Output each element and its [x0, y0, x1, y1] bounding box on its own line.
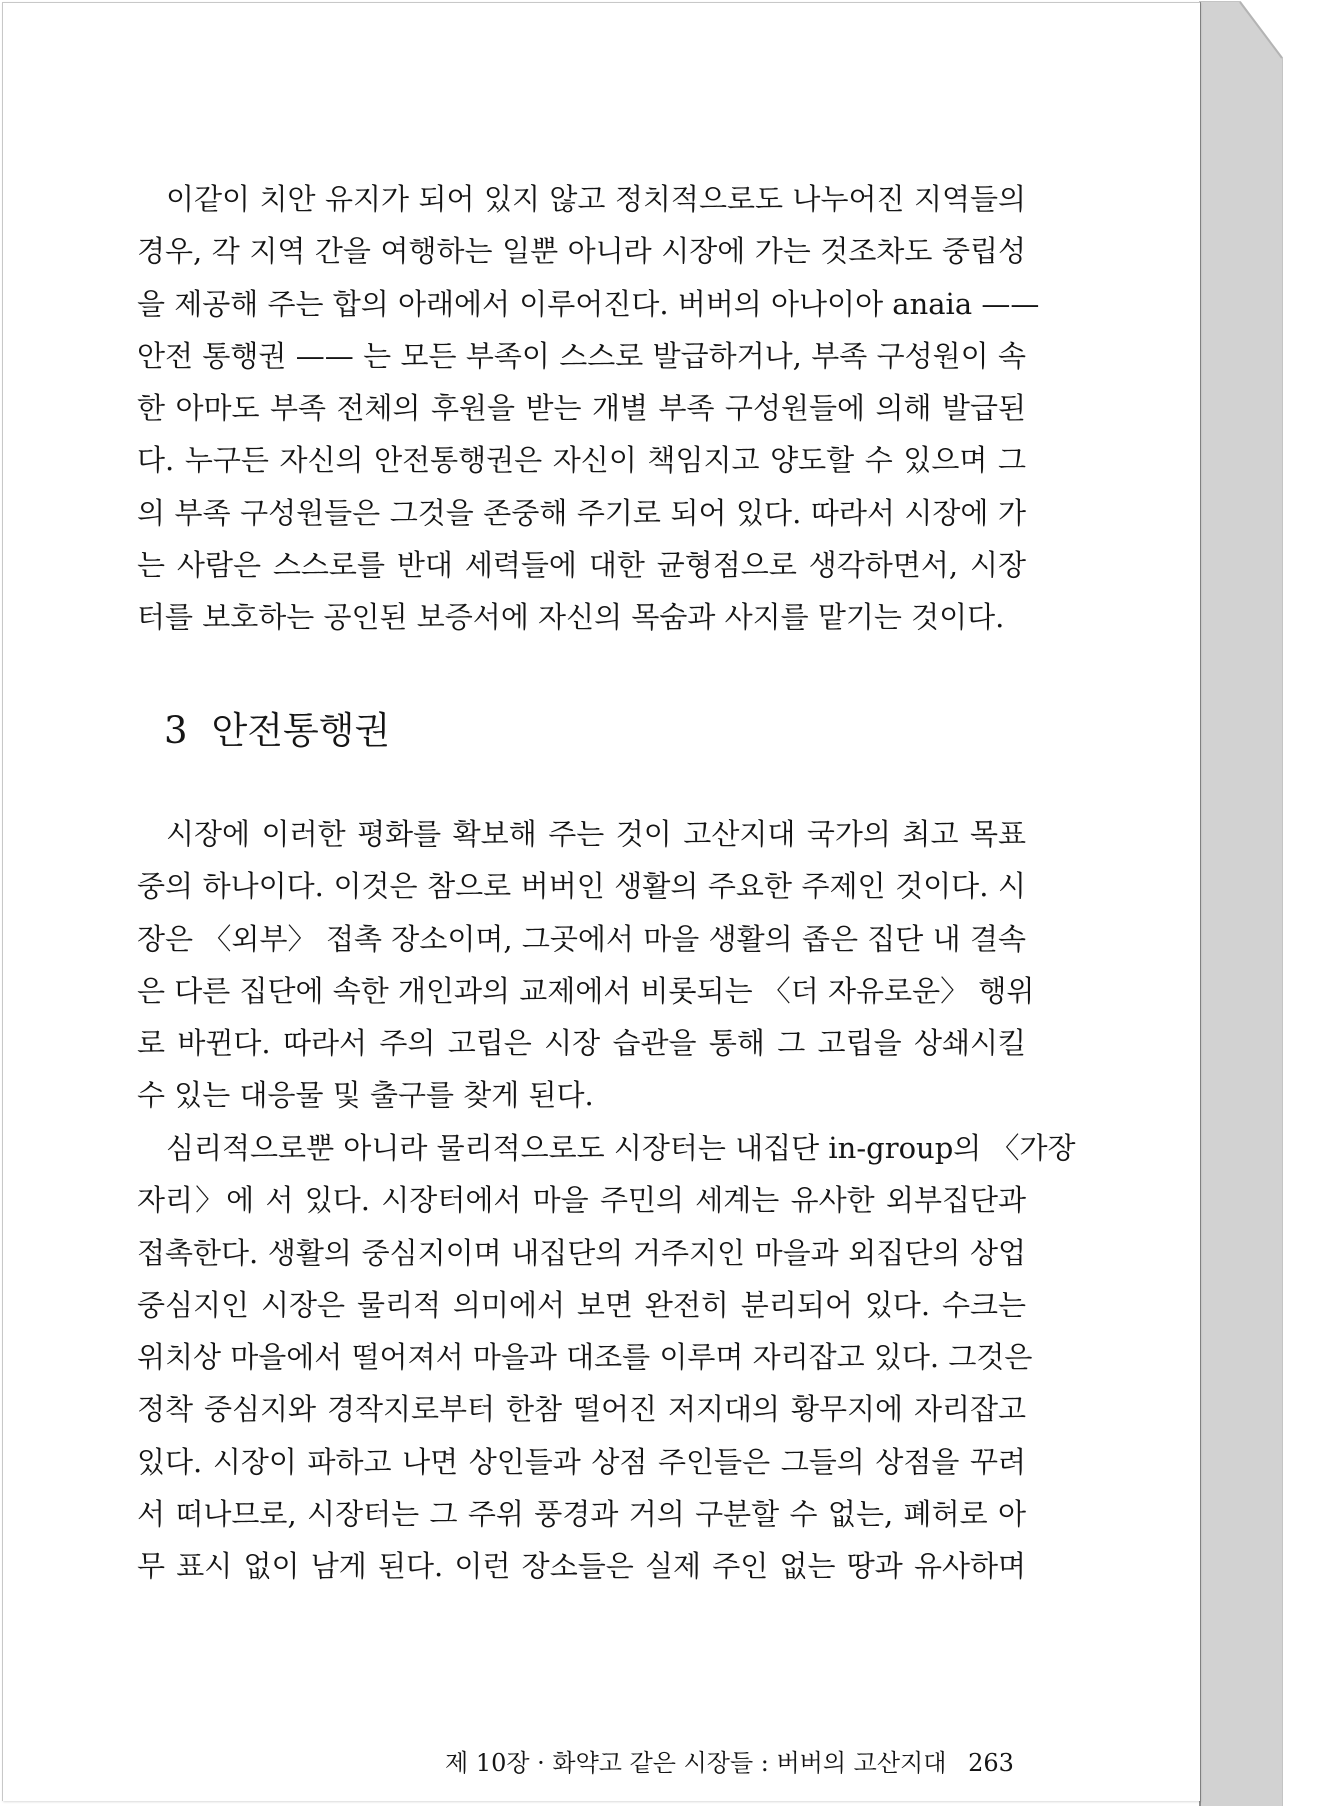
section-title: 안전통행권	[211, 709, 391, 752]
text-line: 는 사람은 스스로를 반대 세력들에 대한 균형점으로 생각하면서, 시장	[137, 548, 1026, 583]
paragraph-2	[137, 808, 1035, 1122]
text-line: 자리〉에 서 있다. 시장터에서 마을 주민의 세계는 유사한 외부집단과	[137, 1183, 1026, 1218]
text-line: 무 표시 없이 남게 된다. 이런 장소들은 실제 주인 없는 땅과 유사하며	[137, 1549, 1026, 1584]
text-line: 심리적으로뿐 아니라 물리적으로도 시장터는 내집단 in-group의 〈가장	[166, 1131, 1076, 1165]
section-number: 3	[164, 709, 188, 752]
text-line: 정착 중심지와 경작지로부터 한참 떨어진 저지대의 황무지에 자리잡고	[137, 1392, 1026, 1427]
text-line: 있다. 시장이 파하고 나면 상인들과 상점 주인들은 그들의 상점을 꾸려	[137, 1444, 1026, 1479]
text-line: 의 부족 구성원들은 그것을 존중해 주기로 되어 있다. 따라서 시장에 가	[137, 495, 1026, 530]
text-line: 중심지인 시장은 물리적 의미에서 보면 완전히 분리되어 있다. 수크는	[137, 1287, 1026, 1322]
text-line: 이같이 치안 유지가 되어 있지 않고 정치적으로도 나누어진 지역들의	[166, 182, 1026, 216]
text-line: 중의 하나이다. 이것은 참으로 버버인 생활의 주요한 주제인 것이다. 시	[137, 869, 1026, 904]
text-line: 다. 누구든 자신의 안전통행권은 자신이 책임지고 양도할 수 있으며 그	[137, 443, 1026, 478]
text-line: 터를 보호하는 공인된 보증서에 자신의 목숨과 사지를 맡기는 것이다.	[137, 600, 1005, 635]
text-line: 을 제공해 주는 합의 아래에서 이루어진다. 버버의 아나이아 anaia ——	[137, 286, 1040, 321]
paragraph-3	[137, 1122, 1076, 1593]
text-line: 접촉한다. 생활의 중심지이며 내집단의 거주지인 마을과 외집단의 상업	[137, 1235, 1026, 1270]
text-line: 경우, 각 지역 간을 여행하는 일뿐 아니라 시장에 가는 것조차도 중립성	[137, 234, 1026, 269]
text-line: 한 아마도 부족 전체의 후원을 받는 개별 부족 구성원들에 의해 발급된	[137, 391, 1026, 426]
page-footer	[445, 1745, 1014, 1781]
text-line: 안전 통행권 —— 는 모든 부족이 스스로 발급하거나, 부족 구성원이 속	[137, 338, 1026, 373]
text-line: 로 바뀐다. 따라서 주의 고립은 시장 습관을 통해 그 고립을 상쇄시킬	[137, 1026, 1026, 1061]
text-line: 위치상 마을에서 떨어져서 마을과 대조를 이루며 자리잡고 있다. 그것은	[137, 1340, 1033, 1375]
text-line: 서 떠나므로, 시장터는 그 주위 풍경과 거의 구분할 수 없는, 폐허로 아	[137, 1497, 1026, 1532]
page-number: 263	[968, 1749, 1014, 1777]
running-title: 제 10장 · 화약고 같은 시장들 : 버버의 고산지대	[445, 1749, 947, 1777]
section-heading	[164, 706, 390, 756]
text-line: 시장에 이러한 평화를 확보해 주는 것이 고산지대 국가의 최고 목표	[166, 817, 1026, 851]
text-line: 수 있는 대응물 및 출구를 찾게 된다.	[137, 1078, 594, 1113]
text-line: 은 다른 집단에 속한 개인과의 교제에서 비롯되는 〈더 자유로운〉 행위	[137, 973, 1035, 1008]
text-line: 장은 〈외부〉 접촉 장소이며, 그곳에서 마을 생활의 좁은 집단 내 결속	[137, 921, 1026, 956]
paragraph-1	[137, 173, 1040, 644]
